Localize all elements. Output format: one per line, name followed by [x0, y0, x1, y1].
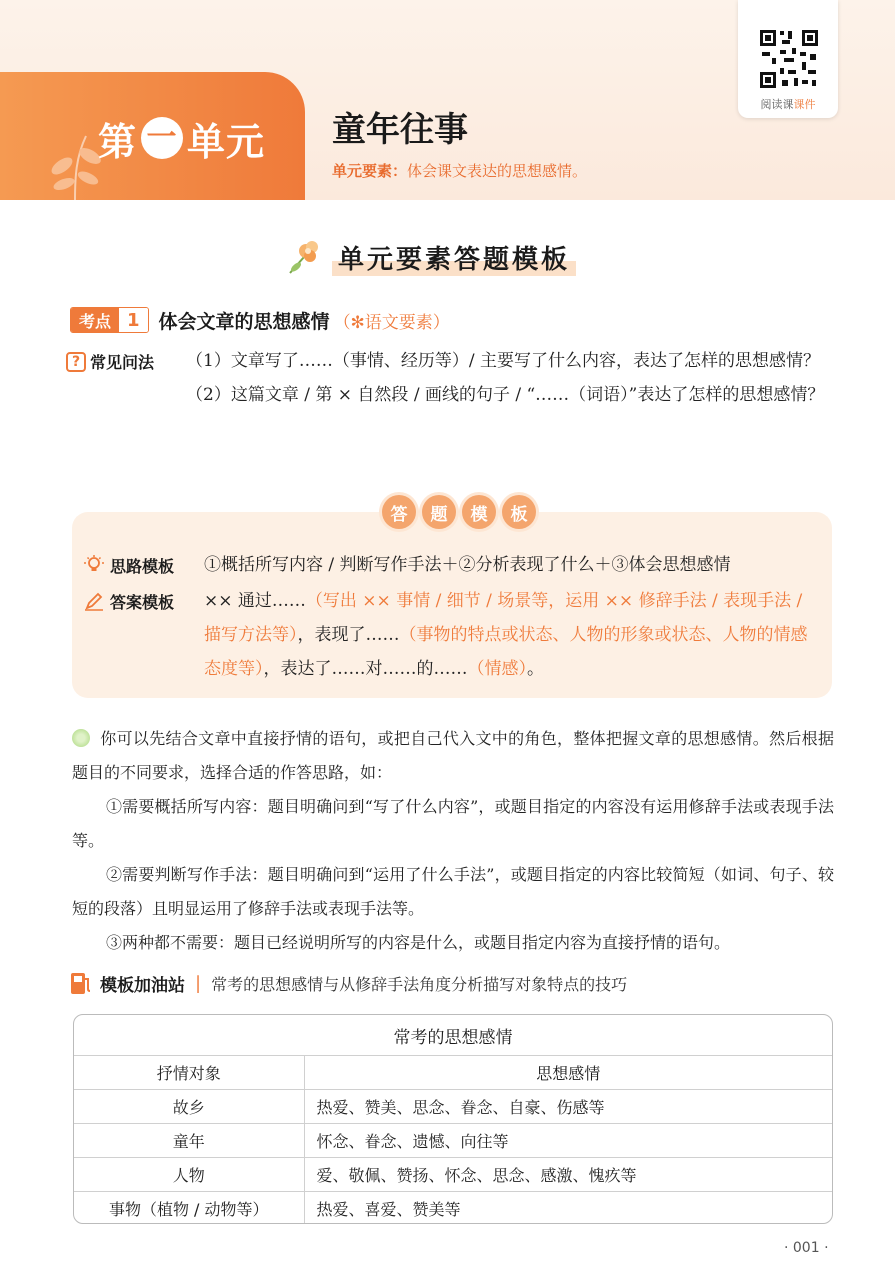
section-title-text: 单元要素答题模板: [332, 239, 576, 276]
unit-number: 一: [141, 117, 183, 159]
fuel-icon: [70, 971, 92, 995]
kaodian-tag: （✻语文要素）: [333, 312, 450, 333]
table-header-row: [74, 1056, 832, 1090]
qr-caption-a: 阅读课: [760, 98, 794, 111]
question-num: （1）: [186, 351, 231, 371]
answer-part: ，表现了……: [297, 625, 400, 645]
answer-label: [84, 584, 204, 618]
table-cell-emotion: 热爱、赞美、思念、眷念、自豪、伤感等: [304, 1090, 832, 1124]
kaodian-badge: [70, 307, 149, 333]
question-icon: ?: [66, 352, 86, 372]
station-desc: 常考的思想感情与从修辞手法角度分析描写对象特点的技巧: [211, 974, 628, 994]
qr-caption-b: 课件: [793, 98, 816, 111]
unit-label: [98, 108, 265, 168]
flower-icon: [282, 237, 322, 277]
template-title-char: 模: [462, 495, 496, 529]
kaodian-header: [70, 306, 450, 334]
table-row: [74, 1192, 832, 1225]
tips-intro: 你可以先结合文章中直接抒情的语句，或把自己代入文中的角色，整体把握文章的思想感情。然后根据题目的不同要求，选择合适的作答思路，如：: [72, 729, 834, 782]
answer-part: ，表达了……对……的……: [263, 659, 468, 679]
table-cell-object: 童年: [74, 1124, 304, 1158]
template-title-char: 答: [382, 495, 416, 529]
qr-card[interactable]: [738, 0, 838, 118]
answer-part: ×× 通过……: [204, 591, 306, 611]
question-text: 这篇文章 / 第 × 自然段 / 画线的句子 / “……（词语）”表达了怎样的思想感情？: [230, 385, 825, 405]
question-text: 文章写了……（事情、经历等）/ 主要写了什么内容，表达了怎样的思想感情？: [230, 351, 820, 371]
table-row: [74, 1124, 832, 1158]
template-station: [70, 968, 627, 998]
station-separator: |: [195, 972, 202, 994]
questions-head-text: 常见问法: [90, 353, 155, 372]
table-cell-object: 故乡: [74, 1090, 304, 1124]
table-caption: 常考的思想感情: [393, 1027, 513, 1048]
answer-hint: （事物的特点或状态、人物的形象或状态、人物的情感态度等）: [204, 625, 808, 679]
emotions-table: [73, 1014, 833, 1224]
answer-label-text: 答案模板: [110, 592, 175, 612]
unit-title: 童年往事: [332, 110, 468, 150]
kaodian-title: 体会文章的思想感情: [158, 310, 330, 333]
idea-template-row: [84, 548, 819, 582]
table-cell-emotion: 爱、敬佩、赞扬、怀念、思念、感激、愧疚等: [304, 1158, 832, 1192]
tips-section: [72, 722, 834, 960]
unit-element-text: 体会课文表达的思想感情。: [407, 162, 588, 180]
template-title-char: 题: [422, 495, 456, 529]
answer-part: 。: [527, 659, 544, 679]
station-label: 模板加油站: [100, 975, 185, 996]
section-title: [282, 235, 576, 279]
template-title-char: 板: [502, 495, 536, 529]
qr-caption: [738, 96, 838, 112]
idea-label-text: 思路模板: [110, 556, 175, 576]
table-cell-emotion: 热爱、喜爱、赞美等: [304, 1192, 832, 1225]
unit-element-key: 单元要素：: [332, 162, 408, 180]
table-cell-object: 事物（植物 / 动物等）: [74, 1192, 304, 1225]
pen-icon: [84, 591, 104, 611]
questions-head: [66, 350, 154, 373]
unit-prefix: 第: [98, 119, 138, 164]
question-item: [186, 344, 836, 378]
emotions-grid: [74, 1055, 832, 1224]
idea-label: [84, 548, 204, 582]
table-header: 思想感情: [304, 1056, 832, 1090]
answer-text: [204, 584, 819, 686]
table-cell-emotion: 怀念、眷念、遗憾、向往等: [304, 1124, 832, 1158]
question-item: [186, 378, 836, 412]
table-row: [74, 1158, 832, 1192]
kaodian-label: 考点: [71, 308, 119, 332]
unit-element: [332, 160, 587, 181]
question-num: （2）: [186, 385, 231, 405]
tip-dot-icon: [72, 729, 90, 747]
tips-intro-para: [72, 722, 834, 790]
idea-text: ①概括所写内容 / 判断写作手法＋②分析表现了什么＋③体会思想感情: [204, 555, 731, 575]
table-header: 抒情对象: [74, 1056, 304, 1090]
tip-item: ②需要判断写作手法：题目明确问到“运用了什么手法”，或题目指定的内容比较简短（如词、句子、较短的段落）且明显运用了修辞手法或表现手法等。: [72, 865, 834, 918]
page-number: · 001 ·: [784, 1240, 829, 1256]
tip-item: ③两种都不需要：题目已经说明所写的内容是什么，或题目指定内容为直接抒情的语句。: [106, 933, 731, 952]
kaodian-number: 1: [119, 308, 148, 332]
unit-suffix: 单元: [187, 119, 266, 164]
question-list: [186, 344, 836, 412]
table-cell-object: 人物: [74, 1158, 304, 1192]
table-row: [74, 1090, 832, 1124]
template-title: [382, 495, 536, 529]
answer-hint: （写出 ×× 事情 / 细节 / 场景等，运用 ×× 修辞手法 / 表现手法 / 描写方法等）: [204, 591, 803, 645]
answer-template-row: [84, 584, 819, 686]
bulb-icon: [84, 555, 104, 575]
tip-item: ①需要概括所写内容：题目明确问到“写了什么内容”，或题目指定的内容没有运用修辞手法或表现手法等。: [72, 797, 834, 850]
qr-code[interactable]: [758, 28, 820, 90]
answer-hint: （情感）: [467, 659, 527, 679]
